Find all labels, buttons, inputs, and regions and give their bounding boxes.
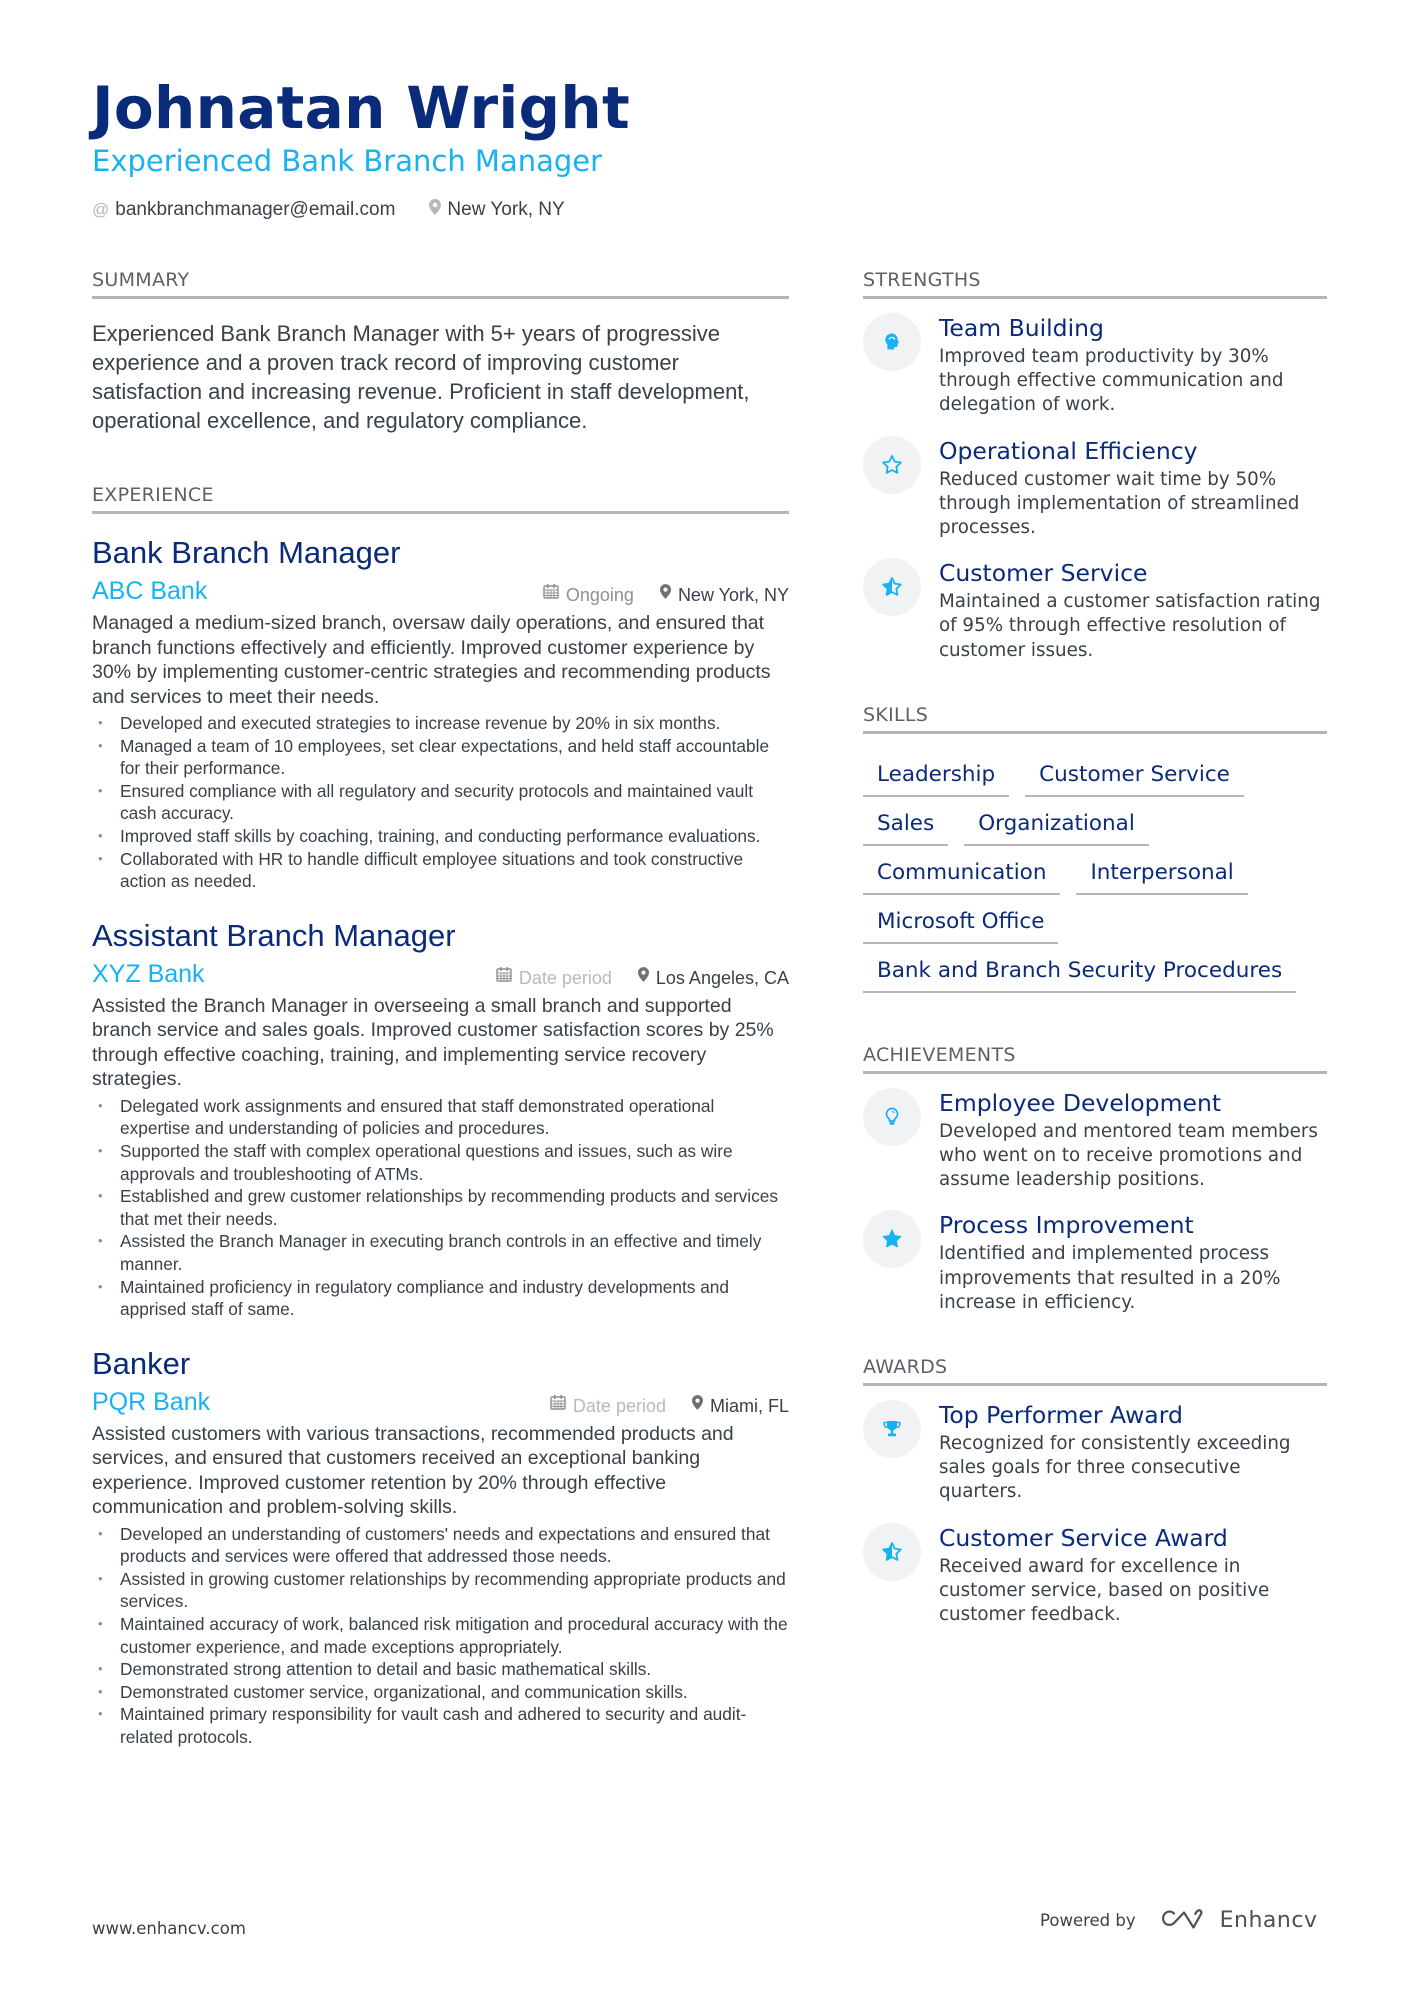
calendar-icon bbox=[550, 1394, 566, 1418]
right-column bbox=[863, 268, 1327, 1627]
bullet-item: • Demonstrated customer service, organizational, and communication skills. bbox=[92, 1681, 789, 1704]
star-outline-icon bbox=[863, 436, 921, 494]
bullet-item: • Delegated work assignments and ensured that staff demonstrated operational expertise and understanding of policies and procedures. bbox=[92, 1095, 789, 1140]
bullet-item: • Maintained proficiency in regulatory compliance and industry developments and apprised staff of same. bbox=[92, 1276, 789, 1321]
experience-section bbox=[92, 483, 789, 1749]
strength-description: Reduced customer wait time by 50% through implementation of streamlined processes. bbox=[939, 468, 1300, 539]
trophy-icon bbox=[863, 1400, 921, 1458]
strength-item bbox=[863, 558, 1327, 663]
location-pin-icon bbox=[692, 1394, 703, 1418]
bullet-item: • Established and grew customer relationships by recommending products and services that met their needs. bbox=[92, 1185, 789, 1230]
achievement-description: Developed and mentored team members who went on to receive promotions and assume leadership positions. bbox=[939, 1120, 1318, 1191]
bullet-item: • Assisted the Branch Manager in executing branch controls in an effective and timely manner. bbox=[92, 1230, 789, 1275]
company-name: ABC Bank bbox=[92, 577, 208, 605]
location-pin-icon bbox=[638, 966, 649, 990]
achievement-title: Employee Development bbox=[939, 1088, 1222, 1117]
candidate-title: Experienced Bank Branch Manager bbox=[92, 144, 603, 178]
bullet-item: • Managed a team of 10 employees, set clear expectations, and held staff accountable for their performance. bbox=[92, 735, 789, 780]
powered-by-label: Powered by bbox=[1040, 1910, 1136, 1930]
awards-heading: AWARDS bbox=[863, 1355, 1327, 1386]
bullet-item: • Improved staff skills by coaching, training, and conducting performance evaluations. bbox=[92, 825, 789, 848]
location-pin-icon bbox=[429, 198, 441, 222]
award-description: Received award for excellence in customer service, based on positive customer feedback. bbox=[939, 1555, 1270, 1626]
achievement-item bbox=[863, 1210, 1327, 1315]
bullet-item: • Demonstrated strong attention to detail and basic mathematical skills. bbox=[92, 1658, 789, 1681]
summary-section bbox=[92, 268, 789, 435]
strength-title: Team Building bbox=[939, 314, 1104, 342]
footer-branding bbox=[1040, 1907, 1317, 1933]
bullet-item: • Maintained primary responsibility for vault cash and adhered to security and audit-related protocols. bbox=[92, 1703, 789, 1748]
awards-section bbox=[863, 1355, 1327, 1627]
strength-title: Customer Service bbox=[939, 559, 1148, 588]
contact-email[interactable] bbox=[92, 198, 395, 222]
job-description: Assisted the Branch Manager in overseeing a small branch and supported branch service and sales goals. Improved customer satisfaction scores by 25% through effective coaching, training, and implementing service recovery strategies. bbox=[92, 994, 774, 1091]
job-role: Banker bbox=[92, 1345, 191, 1381]
achievement-title: Process Improvement bbox=[939, 1211, 1194, 1240]
candidate-name: Johnatan Wright bbox=[92, 74, 630, 142]
company-name: PQR Bank bbox=[92, 1387, 211, 1416]
job-location: Miami, FL bbox=[692, 1394, 789, 1418]
left-column bbox=[92, 268, 789, 1749]
job-location: New York, NY bbox=[660, 583, 789, 607]
lightbulb-icon bbox=[863, 1088, 921, 1146]
strength-item bbox=[863, 436, 1327, 541]
location-pin-icon bbox=[660, 583, 671, 607]
skill-tag: Sales bbox=[863, 797, 948, 846]
enhancv-logo[interactable] bbox=[1158, 1907, 1318, 1933]
experience-item bbox=[92, 917, 789, 1321]
award-description: Recognized for consistently exceeding sales goals for three consecutive quarters. bbox=[939, 1433, 1291, 1503]
star-filled-icon bbox=[863, 1210, 921, 1268]
job-meta bbox=[496, 966, 789, 990]
job-meta bbox=[550, 1394, 789, 1418]
footer-website-link[interactable]: www.enhancv.com bbox=[92, 1919, 246, 1938]
award-title: Top Performer Award bbox=[939, 1401, 1183, 1430]
skills-heading: SKILLS bbox=[863, 703, 1327, 734]
at-icon: @ bbox=[92, 200, 110, 219]
skill-tag: Interpersonal bbox=[1076, 846, 1247, 895]
bullet-item: • Assisted in growing customer relationships by recommending appropriate products and services. bbox=[92, 1568, 789, 1613]
job-date: Date period bbox=[550, 1394, 666, 1418]
skill-tag: Communication bbox=[863, 846, 1060, 895]
award-item bbox=[863, 1400, 1327, 1505]
achievement-item bbox=[863, 1088, 1327, 1193]
strengths-section bbox=[863, 268, 1327, 663]
summary-text: Experienced Bank Branch Manager with 5+ years of progressive experience and a proven track record of improving customer satisfaction and increasing revenue. Proficient in staff development, operational excellence, and regulatory compliance. bbox=[92, 321, 750, 433]
experience-item bbox=[92, 534, 789, 893]
bullet-item: • Developed and executed strategies to increase revenue by 20% in six months. bbox=[92, 712, 789, 735]
star-half-icon bbox=[863, 558, 921, 616]
job-location: Los Angeles, CA bbox=[638, 966, 789, 990]
summary-heading: SUMMARY bbox=[92, 268, 789, 299]
job-description: Managed a medium-sized branch, oversaw daily operations, and ensured that branch functions effectively and efficiently. Improved customer experience by 30% by implementing customer-centric strategies and recommending products and services to meet their needs. bbox=[92, 612, 771, 708]
head-brain-icon bbox=[863, 313, 921, 371]
calendar-icon bbox=[496, 966, 512, 990]
bullet-item: • Developed an understanding of customers' needs and expectations and ensured that products and services were offered that addressed those needs. bbox=[92, 1523, 789, 1568]
award-title: Customer Service Award bbox=[939, 1523, 1228, 1552]
strength-item bbox=[863, 313, 1327, 418]
achievements-heading: ACHIEVEMENTS bbox=[863, 1043, 1327, 1074]
strengths-heading: STRENGTHS bbox=[863, 268, 1327, 299]
calendar-icon bbox=[543, 583, 559, 607]
job-meta bbox=[543, 583, 789, 607]
brand-name: Enhancv bbox=[1219, 1907, 1318, 1933]
experience-item bbox=[92, 1345, 789, 1749]
experience-heading: EXPERIENCE bbox=[92, 483, 789, 514]
achievements-section bbox=[863, 1043, 1327, 1315]
star-half-icon bbox=[863, 1523, 921, 1581]
contact-location bbox=[429, 198, 564, 222]
resume-header bbox=[92, 74, 1332, 222]
job-role: Bank Branch Manager bbox=[92, 535, 401, 570]
skill-tag: Bank and Branch Security Procedures bbox=[863, 944, 1296, 993]
skill-tag: Leadership bbox=[863, 748, 1009, 797]
job-description: Assisted customers with various transactions, recommended products and services, and ensured that customers received an exceptional banking experience. Improved customer retention by 20% through effective communication and problem-solving skills. bbox=[92, 1422, 734, 1519]
skill-tag: Microsoft Office bbox=[863, 895, 1058, 944]
strength-description: Improved team productivity by 30% through effective communication and delegation of work. bbox=[939, 346, 1284, 416]
contact-info bbox=[92, 198, 1332, 222]
award-item bbox=[863, 1523, 1327, 1628]
skill-tag: Organizational bbox=[964, 797, 1149, 846]
job-bullets bbox=[92, 1523, 789, 1749]
strength-description: Maintained a customer satisfaction rating of 95% through effective resolution of customer issues. bbox=[939, 591, 1321, 661]
bullet-item: • Maintained accuracy of work, balanced risk mitigation and procedural accuracy with the customer experience, and made exceptions appropriately. bbox=[92, 1613, 789, 1658]
enhancv-logo-icon bbox=[1158, 1907, 1206, 1933]
email-text: bankbranchmanager@email.com bbox=[115, 199, 396, 220]
bullet-item: • Collaborated with HR to handle difficult employee situations and took constructive action as needed. bbox=[92, 848, 789, 893]
job-bullets bbox=[92, 712, 789, 893]
job-date: Date period bbox=[496, 966, 612, 990]
bullet-item: • Supported the staff with complex operational questions and issues, such as wire approvals and troubleshooting of ATMs. bbox=[92, 1140, 789, 1185]
job-role: Assistant Branch Manager bbox=[92, 917, 456, 953]
job-bullets bbox=[92, 1095, 789, 1321]
skill-tag: Customer Service bbox=[1025, 748, 1244, 797]
bullet-item: • Ensured compliance with all regulatory and security protocols and maintained vault cash accuracy. bbox=[92, 780, 789, 825]
strength-title: Operational Efficiency bbox=[939, 436, 1198, 465]
location-text: New York, NY bbox=[447, 199, 565, 220]
achievement-description: Identified and implemented process improvements that resulted in a 20% increase in efficiency. bbox=[939, 1243, 1281, 1313]
skills-list bbox=[863, 748, 1327, 1003]
skills-section bbox=[863, 703, 1327, 1003]
job-date: Ongoing bbox=[543, 583, 634, 607]
company-name: XYZ Bank bbox=[92, 959, 205, 988]
